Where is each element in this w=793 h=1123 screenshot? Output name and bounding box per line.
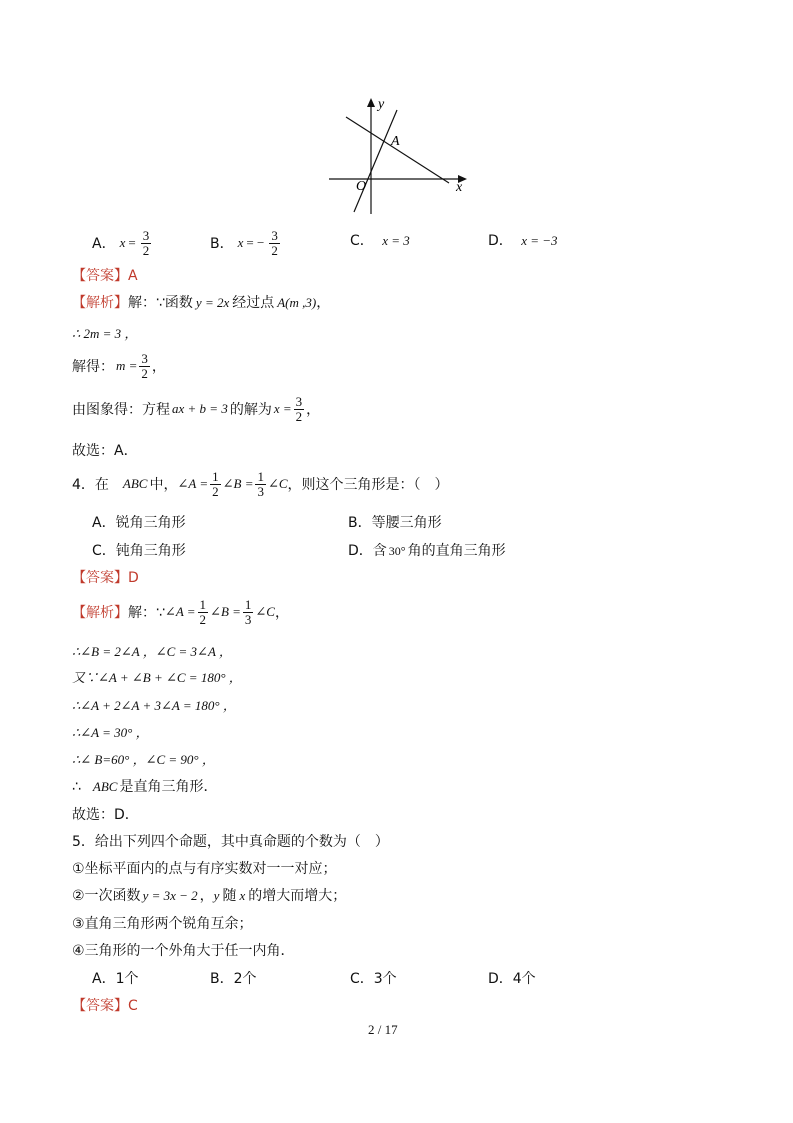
function-graph	[325, 92, 475, 217]
q5-statement-4: ④三角形的一个外角大于任一内角．	[72, 943, 295, 959]
fraction: $\frac{1}{2}$	[199, 596, 207, 627]
fraction: $\frac{1}{3}$	[244, 596, 252, 627]
q5-stem: 5．给出下列四个命题，其中真命题的个数为（ ）	[72, 834, 389, 850]
fraction: $\frac{3}{2}$	[295, 393, 303, 424]
q3-analysis-line1: 【解析】解：∵函数 y = 2x 经过点 A(m ,3)，	[72, 295, 331, 311]
q4-analysis-line5: ∴∠A = 30° ，	[72, 725, 149, 740]
q3-option-d: D． x = −3	[488, 233, 558, 249]
q3-option-a: A． x = $\frac{3}{2}$	[92, 227, 150, 258]
q5-statement-1: ①坐标平面内的点与有序实数对一一对应；	[72, 861, 337, 877]
q4-analysis-line6: ∴∠ B=60° ，∠C = 90° ，	[72, 752, 215, 767]
q4-option-a: A．锐角三角形	[92, 515, 186, 531]
q3-analysis-line4: 由图象得：方程 ax + b = 3 的解为 x = $\frac{3}{2}$ ，	[72, 393, 321, 424]
q3-analysis-line3: 解得： m = $\frac{3}{2}$ ，	[72, 350, 166, 381]
q3-analysis-line5: 故选：A．	[72, 443, 138, 459]
x-axis-label: x	[456, 180, 463, 195]
q5-option-b: B．2个	[210, 971, 257, 987]
origin-label: O	[356, 179, 367, 194]
q3-option-c: C． x = 3	[350, 233, 410, 249]
q3-analysis-line2: ∴ 2m = 3 ，	[72, 326, 138, 341]
q4-analysis-line3: 又∵∠A + ∠B + ∠C = 180° ，	[72, 670, 242, 685]
q4-analysis-line8: 故选：D．	[72, 807, 139, 823]
q3-option-b: B． x = − $\frac{3}{2}$	[210, 227, 278, 258]
q4-option-c: C．钝角三角形	[92, 543, 186, 559]
q5-statement-3: ③直角三角形两个锐角互余；	[72, 916, 253, 932]
fraction: $\frac{3}{2}$	[141, 350, 148, 381]
q5-answer: 【答案】C	[72, 998, 138, 1014]
fraction: $\frac{1}{2}$	[212, 468, 219, 499]
q4-answer: 【答案】D	[72, 570, 139, 586]
q4-option-d: D．含 30° 角的直角三角形	[348, 543, 506, 559]
fraction: $\frac{3}{2}$	[142, 227, 150, 258]
q5-statement-2: ②一次函数 y = 3x − 2 ，y 随 x 的增大而增大；	[72, 888, 347, 904]
y-axis-label: y	[378, 97, 385, 112]
fraction: $\frac{3}{2}$	[271, 227, 278, 258]
q4-option-b: B．等腰三角形	[348, 515, 442, 531]
point-a-label: A	[391, 134, 400, 149]
page-number: 2 / 17	[368, 1022, 398, 1037]
q3-answer: 【答案】A	[72, 268, 138, 284]
q4-stem: 4．在 ABC 中， ∠A = $\frac{1}{2}$ ∠B = $\frac{1}{3}$ ∠C ，则这个三角形是：（ ）	[72, 468, 449, 499]
q4-analysis-line4: ∴∠A + 2∠A + 3∠A = 180° ，	[72, 698, 236, 713]
q5-option-d: D．4个	[488, 971, 536, 987]
q4-analysis-line1: 【解析】 解：∵ ∠A = $\frac{1}{2}$ ∠B = $\frac{1}{3}$ ∠C ，	[72, 596, 289, 627]
q5-option-a: A．1个	[92, 971, 139, 987]
q4-analysis-line2: ∴∠B = 2∠A ，∠C = 3∠A ，	[72, 644, 232, 659]
q4-analysis-line7: ∴ ABC 是直角三角形．	[72, 779, 218, 795]
q5-option-c: C．3个	[350, 971, 397, 987]
fraction: $\frac{1}{3}$	[257, 468, 264, 499]
